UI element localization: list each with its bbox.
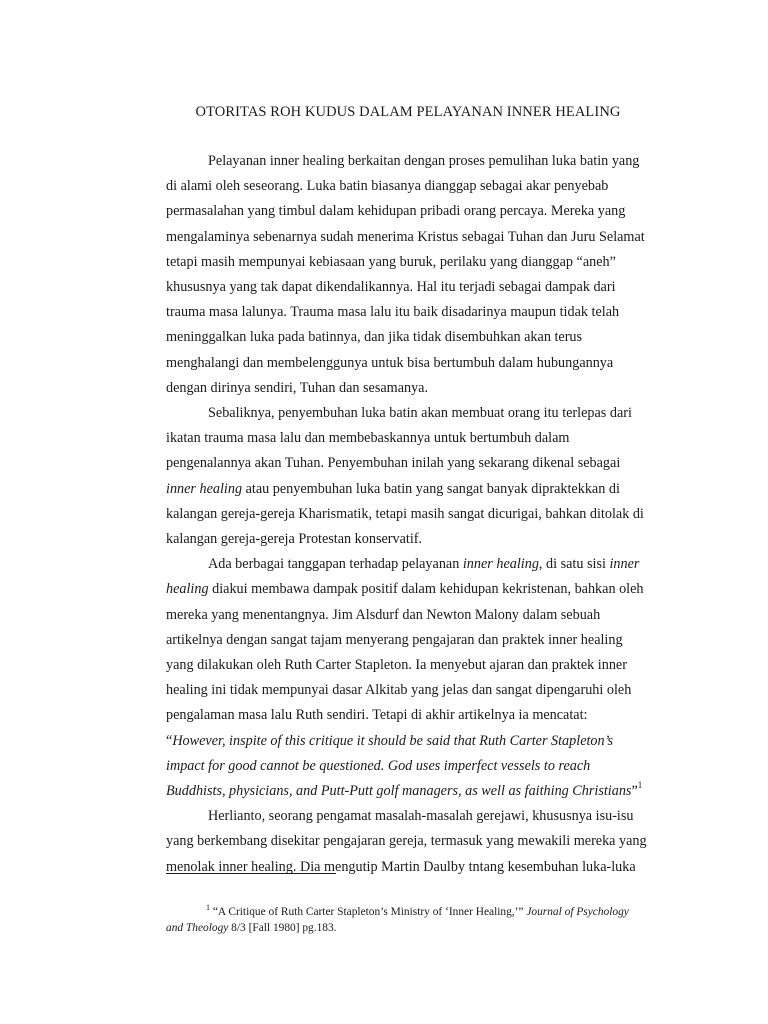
footnote-reference[interactable]: 1 — [637, 780, 643, 791]
quote-text: Buddhists, physicians, and Putt-Putt golf managers, as well as faithing Christians — [166, 783, 632, 800]
text-line: pengenalannya akan Tuhan. Penyembuhan inilah yang sekarang dikenal sebagai — [166, 455, 621, 472]
text-line: menghalangi dan membelenggunya untuk bisa bertumbuh dalam hubungannya — [166, 354, 614, 371]
text-line: Pelayanan inner healing berkaitan dengan proses pemulihan luka batin yang — [208, 153, 640, 169]
text-line: menolak inner healing. Dia mengutip Martin Daulby tntang kesembuhan luka-luka — [166, 858, 636, 875]
footnote-line — [166, 921, 646, 937]
text-line: Sebaliknya, penyembuhan luka batin akan membuat orang itu terlepas dari — [208, 405, 632, 422]
block-quote-line — [166, 779, 643, 804]
paragraph-4 — [166, 804, 647, 880]
text-line: yang dilakukan oleh Ruth Carter Stapleton. Ia menyebut ajaran dan praktek inner — [166, 657, 627, 674]
text-line: di alami oleh seseorang. Luka batin biasanya dianggap sebagai akar penyebab — [166, 178, 609, 195]
text-line: healing ini tidak mempunyai dasar Alkitab yang jelas dan sangat dipengaruhi oleh — [166, 682, 632, 699]
text-line: dengan dirinya sendiri, Tuhan dan sesamanya. — [166, 379, 429, 396]
paragraph-2 — [166, 401, 644, 552]
text-line: permasalahan yang timbul dalam kehidupan pribadi orang percaya. Mereka yang — [166, 203, 626, 220]
text-line — [166, 477, 636, 502]
footnote-journal: and Theology — [166, 921, 229, 934]
text-line: khususnya yang tak dapat dikendalikannya. Hal itu terjadi sebagai dampak dari — [166, 279, 616, 296]
footnote-line — [166, 905, 646, 921]
quote-mark: ” — [631, 783, 638, 800]
paragraph-3 — [166, 552, 644, 804]
paragraph-1 — [166, 149, 645, 401]
block-quote-line — [166, 754, 636, 779]
italic-term: healing — [166, 581, 209, 598]
footnote-journal: Journal of Psychology — [526, 906, 629, 918]
body-text — [166, 149, 647, 880]
footnote-text: 8/3 [Fall 1980] pg.183. — [228, 921, 337, 934]
footnote — [166, 905, 646, 936]
text-run: , di satu sisi — [538, 556, 610, 573]
quote-text: However, inspite of this critique it should be said that Ruth Carter Stapleton’s — [172, 732, 614, 749]
text-line: trauma masa lalunya. Trauma masa lalu itu baik disadarinya maupun tidak telah — [166, 304, 620, 321]
text-line: pengalaman masa lalu Ruth sendiri. Tetapi di akhir artikelnya ia mencatat: — [166, 707, 588, 724]
quote-mark: “ — [166, 732, 173, 749]
text-run: Ada berbagai tanggapan terhadap pelayanan — [208, 556, 463, 573]
text-line: mengalaminya sebenarnya sudah menerima Kristus sebagai Tuhan dan Juru Selamat — [166, 228, 645, 245]
text-line: artikelnya dengan sangat tajam menyerang pengajaran dan praktek inner healing — [166, 631, 623, 648]
text-run: diakui membawa dampak positif dalam kehidupan kekristenan, bahkan oleh — [208, 581, 644, 598]
footnote-text: “A Critique of Ruth Carter Stapleton’s Ministry of ‘Inner Healing,’” — [210, 906, 527, 918]
block-quote-line — [166, 729, 636, 754]
text-run: atau penyembuhan luka batin yang sangat banyak dipraktekkan di — [242, 480, 620, 497]
italic-term: inner healing — [462, 556, 539, 573]
text-line: kalangan gereja-gereja Kharismatik, tetapi masih sangat dicurigai, bahkan ditolak di — [166, 505, 644, 522]
footnote-number: 1 — [206, 903, 210, 912]
text-line: kalangan gereja-gereja Protestan konservatif. — [166, 531, 423, 548]
italic-term: inner — [609, 556, 640, 573]
text-line: mereka yang menentangnya. Jim Alsdurf dan Newton Malony dalam sebuah — [166, 606, 601, 623]
text-line: meninggalkan luka pada batinnya, dan jika tidak disembuhkan akan terus — [166, 329, 583, 346]
text-line — [166, 552, 640, 577]
page-title: OTORITAS ROH KUDUS DALAM PELAYANAN INNER HEALING — [195, 104, 621, 120]
italic-term: inner healing — [166, 480, 243, 497]
text-line: ikatan trauma masa lalu dan membebaskannya untuk bertumbuh dalam — [166, 430, 570, 447]
quote-text: impact for good cannot be questioned. God uses imperfect vessels to reach — [166, 757, 591, 774]
footnote-separator — [166, 873, 336, 874]
text-line: tetapi masih mempunyai kebiasaan yang buruk, perilaku yang dianggap “aneh” — [166, 253, 616, 270]
text-line — [166, 577, 644, 602]
text-line: yang berkembang disekitar pengajaran gereja, termasuk yang mewakili mereka yang — [166, 833, 647, 850]
text-line: Herlianto, seorang pengamat masalah-masalah gerejawi, khususnya isu-isu — [208, 808, 634, 825]
